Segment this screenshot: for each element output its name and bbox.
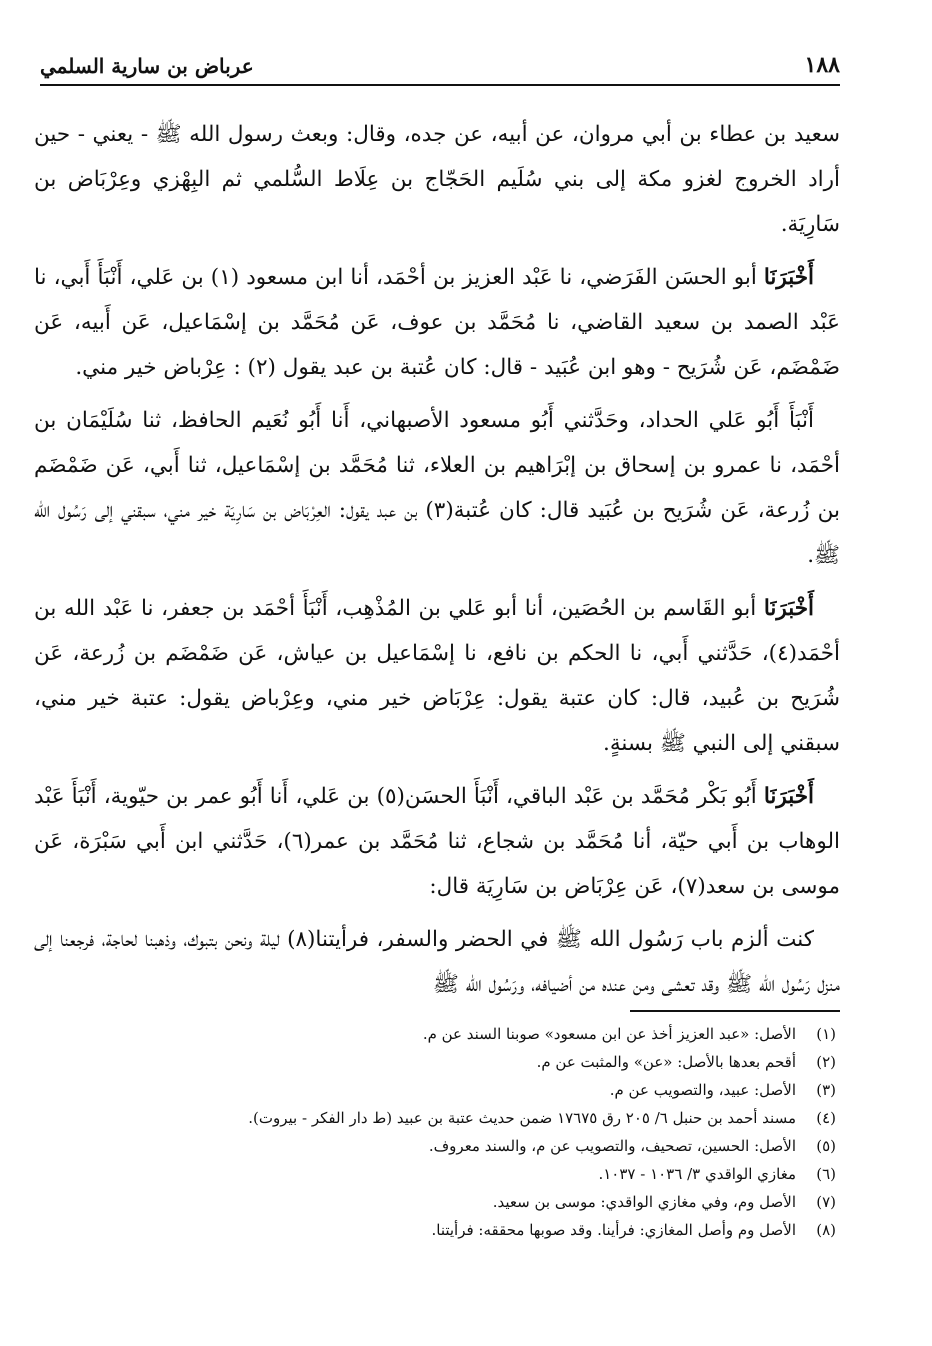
paragraph xyxy=(34,398,840,578)
paragraph-text: أَنْبَأَ أَبُو عَلي الحداد، وحَدَّثني أَبُو مسعود الأصبهاني، أَنا أَبُو نُعَيم الحافظ، ثنا سُلَيْمَان بن أحْمَد، نا عمرو بن إسحاق بن إبْرَاهيم بن العلاء، ثنا مُحَمَّد بن إسْمَاعيل، ثنا أَبي، عَن ضَمْضَم بن زُرعة، عَن شُرَيح بن عُبَيد قال: كان عُتبة(٣) بن عبد يقول: العِرْبَاض بن سَارِيَة خير مني، سبقني إلى رَسُول الله ﷺ. xyxy=(34,408,840,568)
footnote-divider xyxy=(630,1010,840,1012)
footnote-text: مغازي الواقدي ٣/ ١٠٣٦ - ١٠٣٧. xyxy=(598,1165,796,1183)
footnote-number: (٨) xyxy=(816,1221,836,1239)
footnote xyxy=(150,1020,836,1048)
footnote-text: مسند أحمد بن حنبل ٦/ ٢٠٥ رق ١٧٦٧٥ ضمن حديث عتبة بن عبيد (ط دار الفكر - بيروت). xyxy=(248,1109,796,1127)
footnote-text: أقحم بعدها بالأصل: «عن» والمثبت عن م. xyxy=(536,1053,796,1071)
footnote-number: (٢) xyxy=(816,1053,836,1071)
page-number: ١٨٨ xyxy=(804,52,840,78)
paragraph-lead: أَخْبَرَنَا xyxy=(763,596,814,621)
footnote xyxy=(150,1076,836,1104)
paragraph-text: كنت ألزم باب رَسُول الله ﷺ في الحضر والسفر، فرأيتنا(٨) ليلة ونحن بتبوك، وذهبنا لحاجة، فرجعنا إلى منزل رَسُول الله ﷺ وقد تعشى ومن عنده من أضيافه، ورَسُول الله ﷺ xyxy=(34,927,840,997)
paragraph xyxy=(34,586,840,766)
footnote-number: (٦) xyxy=(816,1165,836,1183)
footnote-text: الأصل وم، وفي مغازي الواقدي: موسى بن سعيد. xyxy=(492,1193,796,1211)
paragraph xyxy=(34,112,840,247)
paragraph-text: أبو الحسَن الفَرَضي، نا عَبْد العزيز بن أحْمَد، أنا ابن مسعود (١) بن عَلي، أَنْبَأَ أَبي، نا عَبْد الصمد بن سعيد القاضي، نا مُحَمَّد بن عوف، عَن مُحَمَّد بن إسْمَاعيل، عَن أَبيه، عَن ضَمْضَم، عَن شُرَيح - وهو ابن عُبَيد - قال: كان عُتبة بن عبد يقول (٢) : عِرْباض خير مني. xyxy=(34,265,840,380)
footnote xyxy=(150,1132,836,1160)
paragraph xyxy=(34,774,840,909)
main-text xyxy=(34,112,840,1015)
footnote xyxy=(150,1104,836,1132)
footnote-number: (٣) xyxy=(816,1081,836,1099)
footnote-text: الأصل: عبيد، والتصويب عن م. xyxy=(609,1081,796,1099)
footnote-text: الأصل: الحسين، تصحيف، والتصويب عن م، والسند معروف. xyxy=(428,1137,796,1155)
footnote xyxy=(150,1188,836,1216)
footnote-number: (٤) xyxy=(816,1109,836,1127)
footnote xyxy=(150,1048,836,1076)
footnotes xyxy=(150,1020,836,1244)
running-title: عرباض بن سارية السلمي xyxy=(40,54,254,78)
footnote-number: (١) xyxy=(816,1025,836,1043)
paragraph-text: أَبُو بَكْر مُحَمَّد بن عَبْد الباقي، أَنْبَأَ الحسَن(٥) بن عَلي، أَنا أَبُو عمر بن حيّوية، أَنْبَأَ عَبْد الوهاب بن أَبي حيّة، أنا مُحَمَّد بن شجاع، ثنا مُحَمَّد بن عمر(٦)، حَدَّثني ابن أَبي سَبْرَة، عَن موسى بن سعد(٧)، عَن عِرْبَاض بن سَارِيَة قال: xyxy=(34,784,840,899)
footnote xyxy=(150,1160,836,1188)
footnote-number: (٥) xyxy=(816,1137,836,1155)
paragraph xyxy=(34,255,840,390)
paragraph xyxy=(34,917,840,1007)
paragraph-lead: أَخْبَرَنَا xyxy=(763,784,814,809)
paragraph-lead: أَخْبَرَنَا xyxy=(763,265,815,290)
paragraph-text: أبو القَاسم بن الحُصَين، أنا أبو عَلي بن المُذْهِب، أَنْبَأَ أحْمَد بن جعفر، نا عَبْد الله بن أحْمَد(٤)، حَدَّثني أَبي، نا الحكم بن نافع، نا إسْمَاعيل بن عياش، عَن ضَمْضَم بن زُرعة، عَن شُرَيح بن عُبيد، قال: كان عتبة يقول: عِرْبَاض خير مني، وعِرْباض يقول: عتبة خير مني، سبقني إلى النبي ﷺ بسنةٍ. xyxy=(34,596,840,756)
footnote-text: الأصل وم وأصل المغازي: فرأينا. وقد صوبها محققه: فرأيتنا. xyxy=(431,1221,796,1239)
footnote-text: الأصل: «عبد العزيز أخذ عن ابن مسعود» صوبنا السند عن م. xyxy=(422,1025,796,1043)
footnote-number: (٧) xyxy=(816,1193,836,1211)
footnote xyxy=(150,1216,836,1244)
paragraph-text: سعيد بن عطاء بن أبي مروان، عن أبيه، عن جده، وقال: وبعث رسول الله ﷺ - يعني - حين أراد الخروج لغزو مكة إلى بني سُلَيم الحَجّاج بن عِلَاط السُّلمي ثم البِهْزي وعِرْبَاض بن سَارِيَة. xyxy=(34,122,840,237)
page-header xyxy=(40,50,840,86)
